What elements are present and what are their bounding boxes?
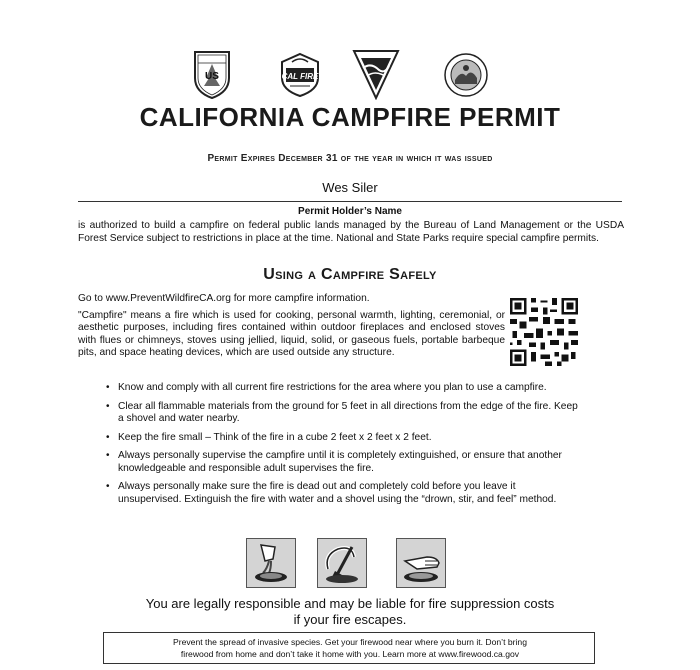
more-info-link-text: Go to www.PreventWildfireCA.org for more campfire information.	[78, 293, 370, 304]
list-item: • Keep the fire small – Think of the fire in a cube 2 feet x 2 feet x 2 feet.	[118, 432, 578, 445]
list-item: • Clear all flammable materials from the ground for 5 feet in all directions from the edge of the fire. Keep a shovel and water nearby.	[118, 401, 578, 426]
section-title-using-campfire-safely: Using a Campfire Safely	[263, 266, 437, 283]
agency-seals	[0, 48, 700, 108]
permit-holder-name: Wes Siler	[322, 180, 378, 195]
stir-shovel-icon	[317, 538, 367, 588]
campfire-definition: "Campfire" means a fire which is used for cooking, personal warmth, lighting, ceremonial, or aesthetic purposes, including fires contained within outdoor fireplaces and enclosed stoves with flues or chimneys, stoves using jellied, liquid, solid, or gaseous fuels, portable barbeque pits, and space heating devices, which are used outside any structure.	[78, 310, 505, 359]
usda-forest-service-seal	[191, 48, 233, 100]
state-seal	[443, 52, 489, 98]
svg-text:US: US	[205, 71, 219, 82]
holder-name-underline	[78, 201, 622, 202]
liability-line-1: You are legally responsible and may be liable for fire suppression costs	[145, 596, 555, 611]
invasive-species-text	[112, 637, 588, 660]
list-item: • Always personally make sure the fire is dead out and completely cold before you leave it unsupervised. Extinguish the fire with water and a shovel using the “drown, stir, and feel” method.	[118, 481, 578, 506]
permit-holder-label: Permit Holder’s Name	[298, 206, 402, 217]
list-item: • Know and comply with all current fire restrictions for the area where you plan to use a campfire.	[118, 382, 578, 395]
cal-fire-seal	[278, 52, 322, 98]
feel-hand-icon	[396, 538, 446, 588]
permit-expiration-note: Permit Expires December 31 of the year in which it was issued	[207, 153, 493, 164]
authorization-statement: is authorized to build a campfire on federal public lands managed by the Bureau of Land Management or the USDA Forest Service subject to restrictions in place at the time. National and State Parks require special campfire permits.	[78, 220, 624, 244]
bureau-of-land-management-seal	[351, 48, 401, 100]
svg-text:CAL FIRE: CAL FIRE	[281, 72, 319, 81]
list-item: • Always personally supervise the campfire until it is completely extinguished, or ensure that another knowledgeable and responsible adult supervises the fire.	[118, 450, 578, 475]
notice-line-2: firewood from home and don’t take it home with you. Learn more at www.firewood.ca.gov	[180, 648, 520, 659]
extinguish-steps-icons	[0, 538, 700, 590]
safety-bullet-list	[118, 382, 578, 512]
drown-water-icon	[246, 538, 296, 588]
page-title: CALIFORNIA CAMPFIRE PERMIT	[139, 102, 561, 132]
invasive-species-notice	[103, 632, 595, 664]
liability-line-2: if your fire escapes.	[293, 612, 407, 627]
notice-line-1: Prevent the spread of invasive species. Get your firewood near where you burn it. Don’t bring	[173, 637, 527, 647]
qr-code	[510, 298, 578, 366]
liability-warning	[0, 596, 700, 628]
